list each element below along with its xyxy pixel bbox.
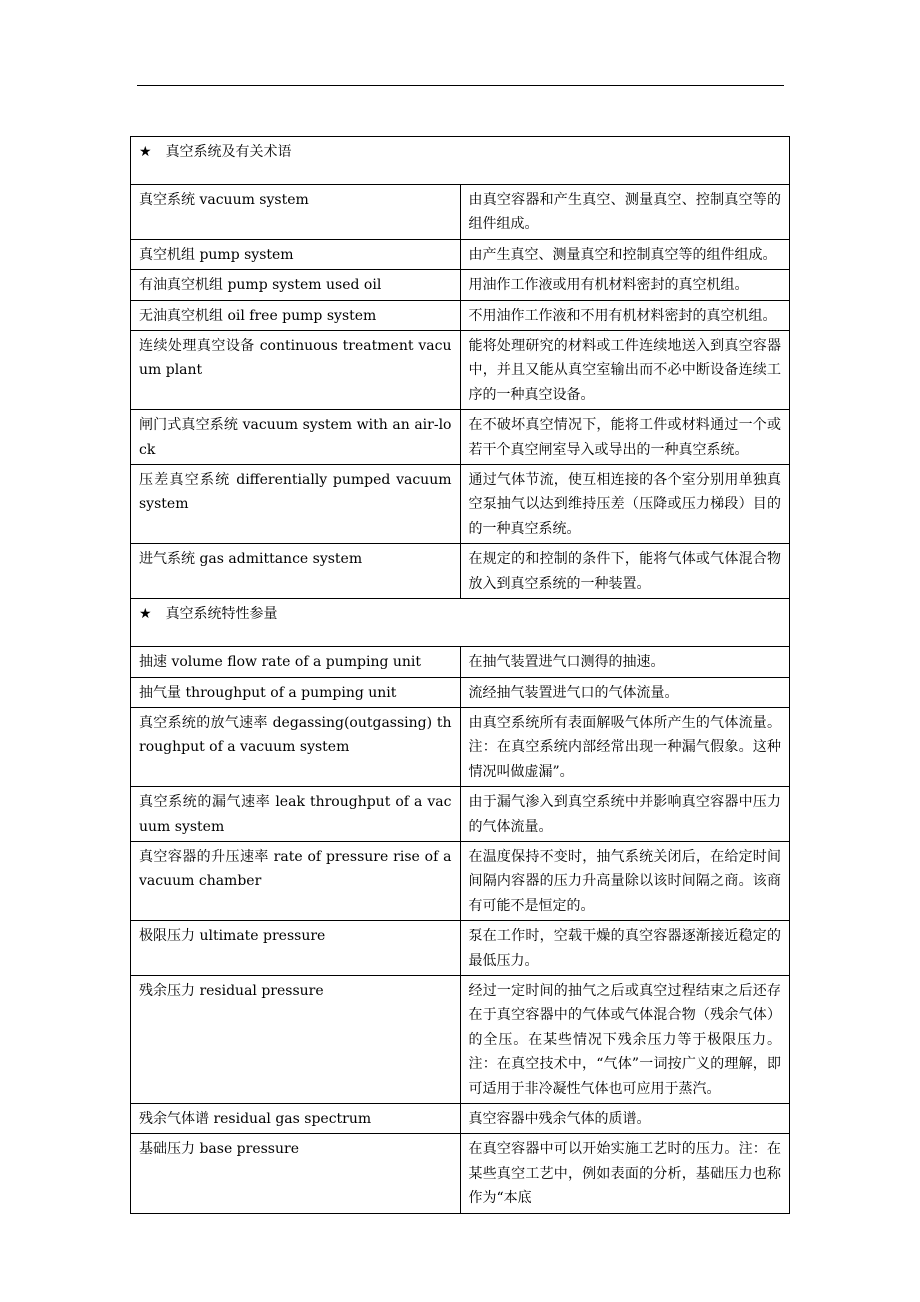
- table-row: [131, 410, 790, 465]
- table-row: [131, 300, 790, 330]
- term-cell: 真空系统 vacuum system: [131, 185, 461, 240]
- term-cell: 极限压力 ultimate pressure: [131, 921, 461, 976]
- definition-cell: 用油作工作液或用有机材料密封的真空机组。: [460, 270, 790, 300]
- table-row: [131, 677, 790, 707]
- section-header-cell: [131, 599, 790, 647]
- definition-cell: 在不破坏真空情况下，能将工件或材料通过一个或若干个真空闸室导入或导出的一种真空系统。: [460, 410, 790, 465]
- table-row: [131, 239, 790, 269]
- table-row: [131, 185, 790, 240]
- term-cell: 抽速 volume flow rate of a pumping unit: [131, 647, 461, 677]
- definition-cell: 流经抽气装置进气口的气体流量。: [460, 677, 790, 707]
- definition-cell: 经过一定时间的抽气之后或真空过程结束之后还存在于真空容器中的气体或气体混合物（残余气体）的全压。在某些情况下残余压力等于极限压力。注：在真空技术中，“气体”一词按广义的理解，即可适用于非冷凝性气体也可应用于蒸汽。: [460, 975, 790, 1103]
- term-cell: 有油真空机组 pump system used oil: [131, 270, 461, 300]
- section-header-vacuum-system: [131, 137, 790, 185]
- term-cell: 无油真空机组 oil free pump system: [131, 300, 461, 330]
- term-cell: 闸门式真空系统 vacuum system with an air-lock: [131, 410, 461, 465]
- term-cell: 真空容器的升压速率 rate of pressure rise of a vacuum chamber: [131, 841, 461, 920]
- table-row: [131, 465, 790, 544]
- table-row: [131, 975, 790, 1103]
- table-row: [131, 270, 790, 300]
- definition-cell: 由于漏气渗入到真空系统中并影响真空容器中压力的气体流量。: [460, 787, 790, 842]
- table-row: [131, 544, 790, 599]
- table-row: [131, 1104, 790, 1134]
- definition-cell: 由产生真空、测量真空和控制真空等的组件组成。: [460, 239, 790, 269]
- term-cell: 进气系统 gas admittance system: [131, 544, 461, 599]
- term-cell: 连续处理真空设备 continuous treatment vacuum plant: [131, 331, 461, 410]
- definition-cell: 真空容器中残余气体的质谱。: [460, 1104, 790, 1134]
- definition-cell: 在温度保持不变时，抽气系统关闭后，在给定时间间隔内容器的压力升高量除以该时间隔之商。该商有可能不是恒定的。: [460, 841, 790, 920]
- definition-cell: 在抽气装置进气口测得的抽速。: [460, 647, 790, 677]
- table-row: [131, 647, 790, 677]
- term-cell: 真空系统的漏气速率 leak throughput of a vacuum system: [131, 787, 461, 842]
- definition-cell: 在规定的和控制的条件下，能将气体或气体混合物放入到真空系统的一种装置。: [460, 544, 790, 599]
- star-icon: ★: [139, 606, 152, 623]
- definition-cell: 通过气体节流，使互相连接的各个室分别用单独真空泵抽气以达到维持压差（压降或压力梯段）目的的一种真空系统。: [460, 465, 790, 544]
- definition-cell: 在真空容器中可以开始实施工艺时的压力。注：在某些真空工艺中，例如表面的分析，基础压力也称作为“本底: [460, 1134, 790, 1213]
- definition-cell: 不用油作工作液和不用有机材料密封的真空机组。: [460, 300, 790, 330]
- table-row: [131, 787, 790, 842]
- header-rule: [137, 85, 784, 86]
- section-title: 真空系统特性参量: [165, 606, 278, 623]
- star-icon: ★: [139, 144, 152, 160]
- term-cell: 残余气体谱 residual gas spectrum: [131, 1104, 461, 1134]
- section-title: 真空系统及有关术语: [165, 144, 292, 160]
- table-row: [131, 707, 790, 786]
- definition-cell: 由真空系统所有表面解吸气体所产生的气体流量。注：在真空系统内部经常出现一种漏气假象。这种情况叫做虚漏”。: [460, 707, 790, 786]
- term-cell: 基础压力 base pressure: [131, 1134, 461, 1213]
- vacuum-terms-table: [130, 136, 790, 1214]
- term-cell: 真空系统的放气速率 degassing(outgassing) throughput of a vacuum system: [131, 707, 461, 786]
- term-cell: 真空机组 pump system: [131, 239, 461, 269]
- term-cell: 残余压力 residual pressure: [131, 975, 461, 1103]
- definition-cell: 泵在工作时，空载干燥的真空容器逐渐接近稳定的最低压力。: [460, 921, 790, 976]
- term-cell: 压差真空系统 differentially pumped vacuum system: [131, 465, 461, 544]
- table-row: [131, 331, 790, 410]
- term-cell: 抽气量 throughput of a pumping unit: [131, 677, 461, 707]
- definition-cell: 能将处理研究的材料或工件连续地送入到真空容器中，并且又能从真空室输出而不必中断设备连续工序的一种真空设备。: [460, 331, 790, 410]
- table-row: [131, 841, 790, 920]
- section-header-characteristics: [131, 599, 790, 647]
- definition-cell: 由真空容器和产生真空、测量真空、控制真空等的组件组成。: [460, 185, 790, 240]
- section-header-cell: [131, 137, 790, 185]
- table-row: [131, 1134, 790, 1213]
- table-row: [131, 921, 790, 976]
